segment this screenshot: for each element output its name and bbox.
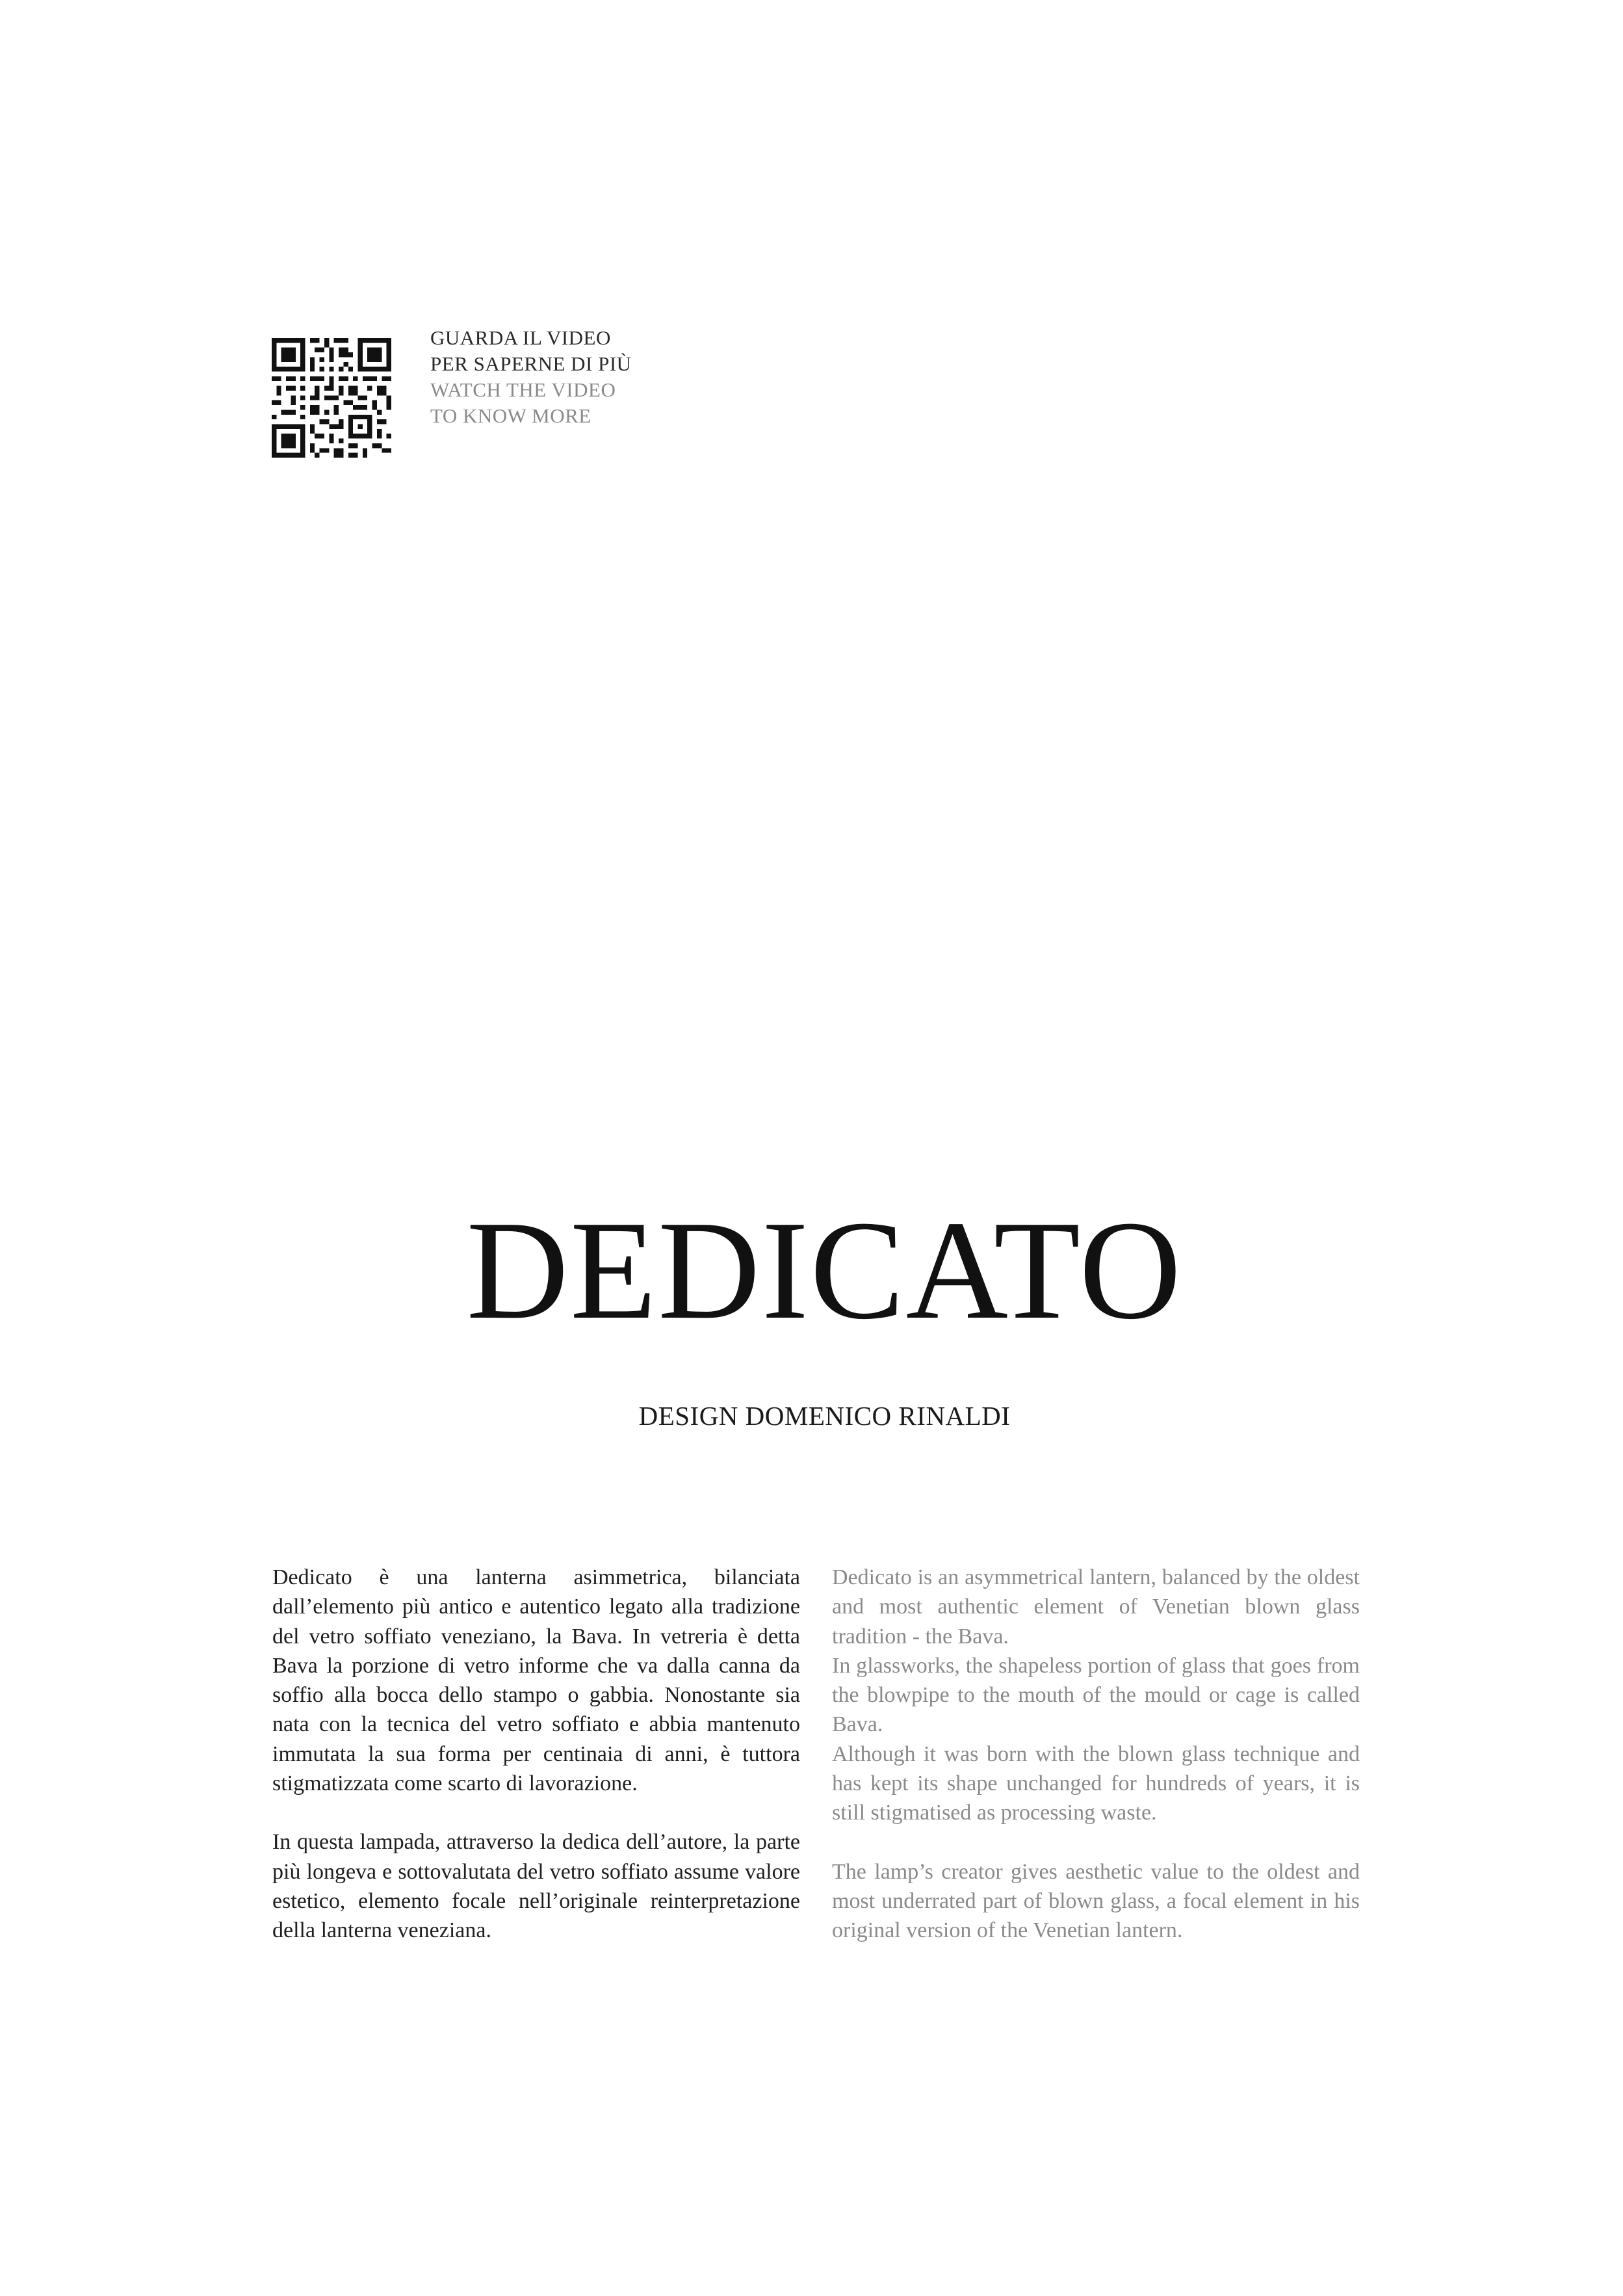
english-paragraph-2: The lamp’s creator gives aesthetic value to the oldest and most underrated part of blown glass, a focal element in his original version of the Venetian lantern.	[832, 1859, 1360, 1943]
italian-paragraph-2: In questa lampada, attraverso la dedica dell’autore, la parte più longeva e sottovalutata del vetro soffiato assume valore estetico, elemento focale nell’originale reinterpretazione della lanterna veneziana.	[272, 1830, 800, 1943]
italian-text-column	[272, 1563, 800, 1975]
designer-credit: DESIGN DOMENICO RINALDI	[638, 1401, 1011, 1431]
qr-caption	[430, 325, 638, 429]
qr-caption-italian: GUARDA IL VIDEO PER SAPERNE DI PIÙ	[430, 326, 632, 375]
qr-block	[272, 325, 632, 458]
italian-paragraph-1: Dedicato è una lanterna asimmetrica, bilanciata dall’elemento più antico e autentico legato alla tradizione del vetro soffiato veneziano, la Bava. In vetreria è detta Bava la porzione di vetro informe che va dalla canna da soffio alla bocca dello stampo o gabbia. Nonostante sia nata con la tecnica del vetro soffiato e abbia mantenuto immutata la sua forma per centinaia di anni, è tuttora stigmatizzata come scarto di lavorazione.	[272, 1565, 800, 1796]
qr-caption-english: WATCH THE VIDEO TO KNOW MORE	[430, 378, 616, 427]
english-text-column	[832, 1563, 1360, 1975]
qr-code-icon[interactable]	[272, 338, 391, 458]
page-title: DEDICATO	[466, 1192, 1183, 1349]
english-paragraph-1: Dedicato is an asymmetrical lantern, balanced by the oldest and most authentic element of Venetian blown glass tradition - the Bava. In glassworks, the shapeless portion of glass that goes from the blowpipe to the mouth of the mould or cage is called Bava. Although it was born with the blown glass technique and has kept its shape unchanged for hundreds of years, it is still stigmatised as processing waste.	[832, 1565, 1360, 1825]
